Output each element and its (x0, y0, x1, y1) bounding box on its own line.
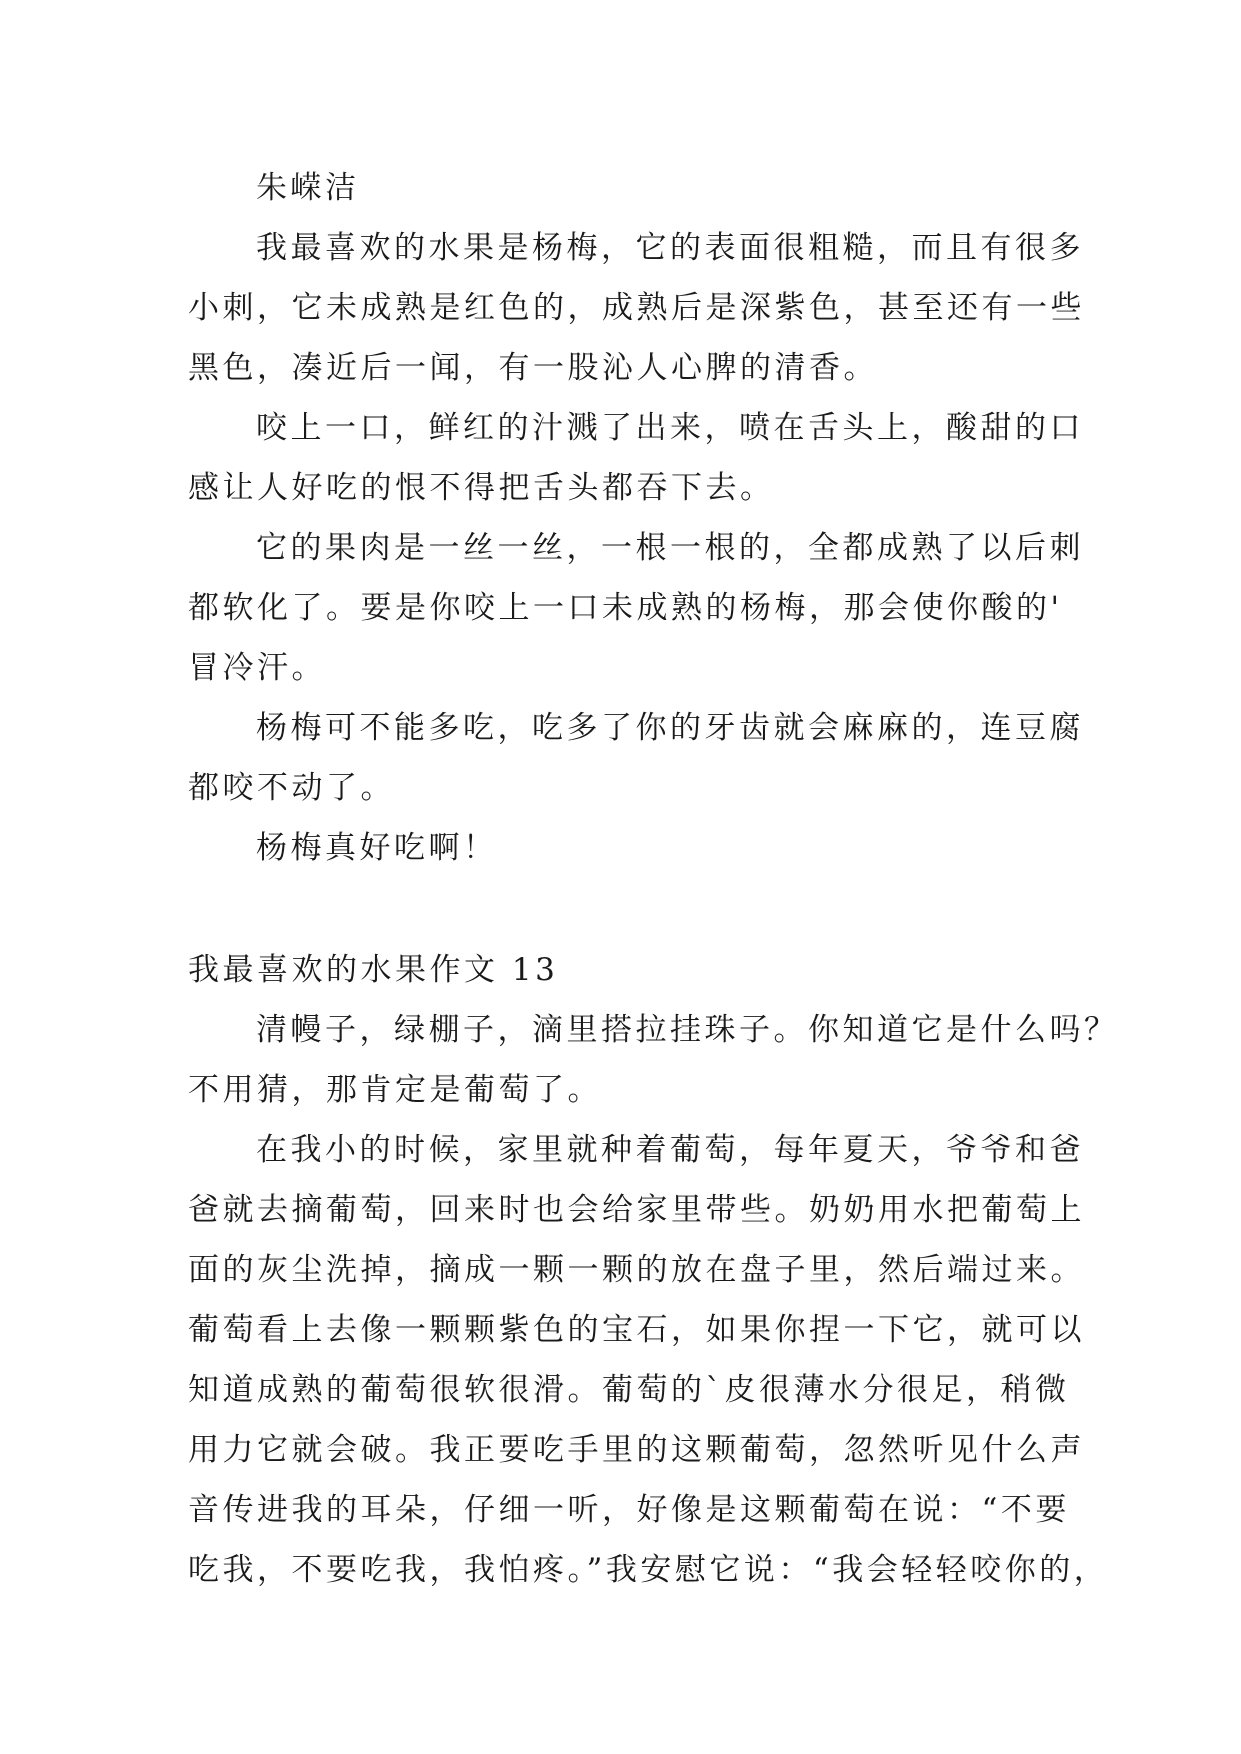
text-line: 小刺，它未成熟是红色的，成熟后是深紫色，甚至还有一些 (188, 290, 1085, 326)
text-line: 黑色，凑近后一闻，有一股沁人心脾的清香。 (188, 350, 878, 386)
paragraph (188, 398, 1084, 518)
text-line: 爸就去摘葡萄，回来时也会给家里带些。奶奶用水把葡萄上 (188, 1192, 1085, 1228)
author-name: 朱嵘洁 (256, 170, 360, 206)
text-line: 音传进我的耳朵，仔细一听，好像是这颗葡萄在说：“不要 (188, 1492, 1070, 1528)
essay-title: 我最喜欢的水果作文 13 (188, 952, 559, 988)
text-line: 在我小的时候，家里就种着葡萄，每年夏天，爷爷和爸 (256, 1132, 1084, 1168)
essay-13 (188, 940, 1119, 1600)
paragraph (188, 1120, 1109, 1600)
text-line: 杨梅可不能多吃，吃多了你的牙齿就会麻麻的，连豆腐 (256, 710, 1084, 746)
essay-12 (188, 218, 1085, 878)
paragraph (188, 518, 1084, 698)
text-line: 我最喜欢的水果是杨梅，它的表面很粗糙，而且有很多 (256, 230, 1084, 266)
section-spacer (188, 878, 1058, 940)
text-line: 用力它就会破。我正要吃手里的这颗葡萄，忽然听见什么声 (188, 1432, 1085, 1468)
paragraph (188, 698, 1084, 818)
text-line: 清幔子，绿棚子，滴里搭拉挂珠子。你知道它是什么吗？ (256, 1012, 1119, 1048)
text-line: 咬上一口，鲜红的汁溅了出来，喷在舌头上，酸甜的口 (256, 410, 1084, 446)
text-line: 感让人好吃的恨不得把舌头都吞下去。 (188, 470, 775, 506)
paragraph (188, 1000, 1119, 1120)
text-line: 葡萄看上去像一颗颗紫色的宝石，如果你捏一下它，就可以 (188, 1312, 1085, 1348)
paragraph (188, 218, 1085, 398)
text-line: 它的果肉是一丝一丝，一根一根的，全都成熟了以后刺 (256, 530, 1084, 566)
text-line: 知道成熟的葡萄很软很滑。葡萄的`皮很薄水分很足，稍微 (188, 1372, 1070, 1408)
text-line: 冒冷汗。 (188, 650, 326, 686)
text-line: 杨梅真好吃啊！ (256, 830, 498, 866)
text-line: 面的灰尘洗掉，摘成一颗一颗的放在盘子里，然后端过来。 (188, 1252, 1085, 1288)
text-line: 都软化了。要是你咬上一口未成熟的杨梅，那会使你酸的' (188, 590, 1063, 626)
paragraph (188, 818, 1058, 878)
text-line: 都咬不动了。 (188, 770, 395, 806)
text-line: 吃我，不要吃我，我怕疼。”我安慰它说：“我会轻轻咬你的， (188, 1552, 1109, 1588)
document-body (188, 158, 1119, 1600)
text-line: 不用猜，那肯定是葡萄了。 (188, 1072, 602, 1108)
